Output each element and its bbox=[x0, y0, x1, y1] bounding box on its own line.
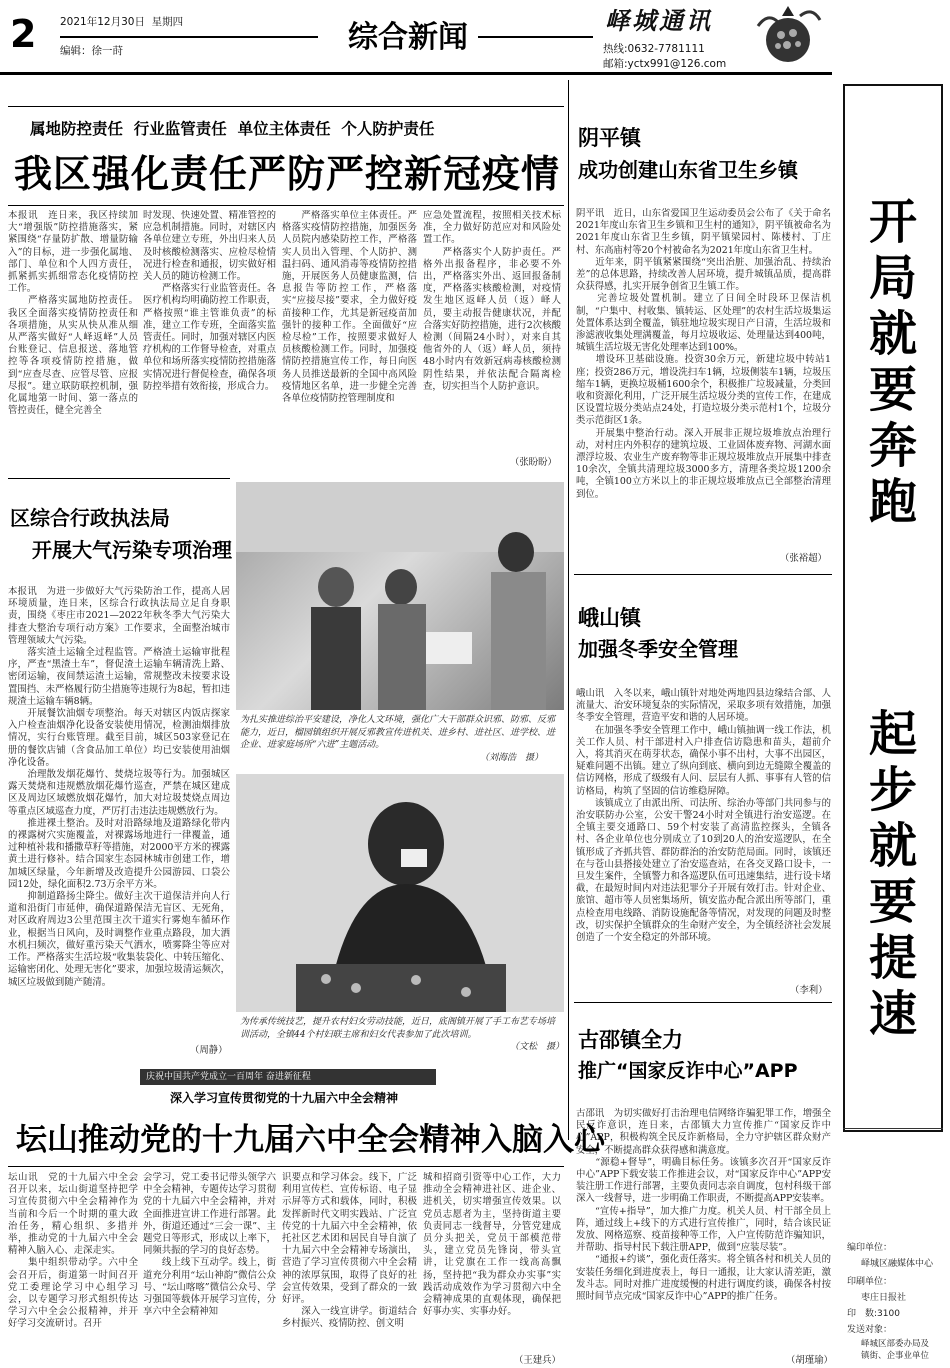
lead-kicker: 属地防控责任 行业监管责任 单位主体责任 个人防护责任 bbox=[30, 120, 435, 138]
tanshan-author: （王建兵） bbox=[514, 1352, 561, 1366]
imprint-box bbox=[843, 1128, 943, 1365]
tanshan-col-2: 会学习，党工委书记带头领学六中全会精神，专题传达学习贯彻党的十九届六中全会精神，并对全面推进宣讲工作进行部署。此外，街道还通过“三会一课”、主题党日等形式，形成以上率下，同频共振的学习的良好态势。 线上线下互动学。线上，街道充分利用“坛山神韵”微信公众号、“坛山喀喀”微信公众号、学习强国等载体开展学习宣传，分享六中全会精神知 bbox=[143, 1172, 276, 1318]
gushao-title-1: 古邵镇全力 bbox=[578, 1028, 683, 1052]
yinping-body: 阴平讯 近日，山东省爱国卫生运动委员会公布了《关于命名2021年度山东省卫生乡镇和卫生村的通知》，阴平镇被命名为2021年度山东省卫生乡镇，阴平镇梁园村、陈楼村、丁庄村、东高庙村等20个村被命名为2021年度山东省卫生村。 近年来，阴平镇紧紧围绕“突出治脏、加强治乱、持续治差”的总体思路，持续改善人居环境，提升城镇品质，提高群众获得感，扎实开展争创省卫生镇工作。 完善垃圾处置机制。建立了日间全时段环卫保洁机制，“户集中、村收集、镇转运、区处理”的农村生活垃圾集运处置体系达到全覆盖，镇驻地垃圾实现日产日清，生活垃圾和渗滤液收集处理满覆盖，每月垃圾收运、处理量达到400吨，城镇生活垃圾无害化处理率达到100%。 增设环卫基础设施。投资30余万元，新建垃圾中转站1座；投资286万元，增设洗扫车1辆，垃圾侧装车1辆，垃圾压缩车1辆，更换垃圾桶1600余个，积极推广垃圾减量，分类回收和资源化利用，广泛开展生活垃圾分类的宣传工作，在建成区设置垃圾分类站点24处，打造垃圾分类示范村1个，垃圾分类示范街区1条。 开展集中整治行动。深入开展非正规垃圾堆放点治理行动，对村庄内外积存的建筑垃圾、工业固体废弃物、河湖水面漂浮垃圾、农业生产废弃物等非正规垃圾堆放点开展集中排查10余次，全镇共清理垃圾3000多方，清理各类垃圾1200余吨，全镇100立方米以上的非正规垃圾堆放点已全部整治清理到位。 bbox=[576, 208, 831, 500]
editor-line: 编辑：徐一莳 bbox=[60, 45, 123, 57]
zhifa-top-rule bbox=[8, 478, 230, 479]
lead-bottom-rule bbox=[8, 205, 564, 206]
hotline: 热线:0632-7781111 bbox=[603, 43, 705, 55]
tanshan-rule bbox=[8, 1166, 564, 1167]
tanshan-topic-label: 庆祝中国共产党成立一百周年 奋进新征程 bbox=[140, 1069, 436, 1085]
zhifa-body: 本报讯 为进一步做好大气污染防治工作，提高人居环境质量，连日来，区综合行政执法局立足自身职责，围绕《枣庄市2021—2022年秋冬季大气污染大排查大整治专项行动方案》工作要求，全面整治城市管理领域大气污染。 落实渣土运输全过程监管。严格渣土运输审批程序，严查“黑渣土车”，督促渣土运输车辆清洗上路、密闭运输，夜间禁运渣土运输，常规整改未按要求设置围挡、未严格履行防尘措施等违规行为8起，暂扣违规渣土运输车辆8辆。 开展餐饮油烟专项整治。每天对辖区内饭店探家入户检查油烟净化设备安装使用情况，检测油烟排放情况，实行台账管理。截至目前，城区503家登记在册的餐饮店铺（含食品加工单位）均已安装使用油烟净化设备。 治理散发烟花爆竹、焚烧垃圾等行为。加强城区露天焚烧和违规燃放烟花爆竹巡查，严禁在城区建成区及周边区域燃放烟花爆竹，加大对垃圾焚烧点周边等重点区域巡查力度，严厉打击违法违规燃放行为。 推进裸土整治。及时对沿路绿地及道路绿化带内的裸露树穴实施覆盖，对裸露场地进行一律覆盖，通过种植补栽和播撒草籽等措施，对2000平方米的裸露黄土进行修补。结合国家生态园林城市创建工作，增加城区绿量，今年新增及改造提升公园游园、口袋公园12处，绿化面积2.73万余平方米。 抑制道路扬尘降尘。做好主次干道保洁并向人行道和沿街门市延伸，确保道路保洁无盲区、无死角，对区政府周边3公里范围主次干道实行雾炮车循环作业，根据当日风向，及时调整作业重点路段，加大洒水机扫频次，做好重污染天气洒水，喷雾降尘等应对工作。严格落实生活垃圾“收集装袋化、中转压缩化、运输密闭化、处理无害化”要求，加强垃圾清运频次，城区垃圾做到随产随清。 bbox=[8, 586, 230, 988]
anti-cult-caption: 为扎实推进综治平安建设，净化人文环境，强化广大干部群众识邪、防邪、反邪能力，近日，榴园镇组织开展反邪教宣传进机关、进乡村、进社区、进学校、进企业、进家庭场所“六进”主题活动。 bbox=[240, 715, 556, 750]
zhifa-author: （周静） bbox=[190, 1042, 228, 1056]
zhifa-title-2: 开展大气污染专项治理 bbox=[32, 538, 232, 562]
imprint-editor: 峄城区融媒体中心 bbox=[861, 1259, 934, 1269]
tanshan-col-1: 坛山讯 党的十九届六中全会召开以来，坛山街道坚持把学习宣传贯彻六中全会精神作为当前和今后一个时期的重大政治任务，精心组织、多措并举，推动党的十九届六中全会精神入脑入心、走深走实。 集中组织带动学。六中全会召开后，街道第一时间召开党工委理论学习中心组学习会，以专题学习形式组织传达学习六中全会公报精神，并开好学习交流研讨。召开 bbox=[8, 1172, 138, 1330]
craft-photo-icon bbox=[236, 774, 564, 1012]
slogan-box bbox=[843, 84, 943, 1132]
yinping-title-2: 成功创建山东省卫生乡镇 bbox=[578, 158, 798, 182]
slogan-part-1: 开 局 就 要 奔 跑 bbox=[868, 194, 917, 530]
gushao-body: 古邵讯 为切实做好打击治理电信网络诈骗犯罪工作，增强全民反诈意识，连日来，古邵镇大力宣传推广“国家反诈中心”APP，积极构筑全民反诈新格局，全力守护辖区群众财产安全，不断提高群众获得感和满意度。 “源稳+督导”，明确目标任务。该镇多次召开“国家反诈中心”APP下载安装工作推进会议，对“国家反诈中心”APP安装注册工作进行部署，主要负责同志亲自调度，包村科级干部深入一线督导，进一步明确工作职责，不断提高APP安装率。 “宣传+指导”，加大推广力度。机关人员、村干部全员上阵，通过线上+线下的方式进行宣传推广，同时，结合该民证发放、网格巡察、疫苗接种等工作，入户宣传防范诈骗知识，并帮助、指导村民下载注册APP，做到“应装尽装”。 “通报+约谈”，强化责任落实。将全镇各村和机关人员的安装任务细化到进度表上，每日一通报，让大家认清差距，激发斗志。同时对推广进度缓慢的村进行调度约谈，确保各村按照时间节点完成“国家反诈中心”APP的推广任务。 bbox=[576, 1108, 831, 1303]
section-title: 综合新闻 bbox=[348, 20, 468, 55]
tanshan-title: 坛山推动党的十九届六中全会精神入脑入心 bbox=[16, 1122, 605, 1158]
lead-col-3: 严格落实单位主体责任。严格落实疫情防控措施，加强医务人员院内感染防控工作，严格落实人员出入管理、个人防护、测温扫码、通风消毒等疫情防控措施，开展医务人员健康监测，信息报告等防控工作，严格落实“应接尽接”要求，全力做好疫苗接种工作，尤其是新冠疫苗加强针的接种工作。全面做好“应检尽检”工作，按照要求做好人员核酸检测工作。同时，加强疫情防控措施宣传工作，每日向医务人员推送最新的全国中高风险疫情地区名单，进一步健全完善各单位疫情防控管理制度和 bbox=[282, 210, 417, 405]
eshan-title-1: 峨山镇 bbox=[578, 606, 641, 630]
imprint-printer: 枣庄日报社 bbox=[861, 1293, 907, 1303]
craft-caption: 为传承传统技艺，提升农村妇女劳动技能，近日，底阁镇开展了手工布艺专场培训活动，全镇44个村妇联主席和妇女代表参加了此次培训。 bbox=[240, 1017, 556, 1040]
header-rule-left bbox=[60, 36, 318, 38]
tanshan-col-4: 城和招商引资等中心工作，大力推动全会精神进社区、进企业、进机关，切实增强宣传效果。以党员志愿者为主，坚持街道主要负责同志一线督导，分管党建成员分头把关，党员干部模范带头，建立党员先锋岗，带头宣讲，让党旗在工作一线高高飘扬，坚持把“我为群众办实事”实践活动成效作为学习贯彻六中全会精神成果的直观体现，确保把好事办实、实事办好。 bbox=[423, 1172, 561, 1318]
people-photo-icon bbox=[236, 482, 564, 710]
tanshan-col-3: 识要点和学习体会。线下，广泛利用宣传栏、宣传标语、电子显示屏等方式和载体，同时，积极发挥新时代文明实践站、广泛宣传党的十九届六中全会精神，依托社区艺术团和居民自导自演了十九届六中全会精神专场演出，营造了学习宣传贯彻六中全会精神的浓厚氛围，取得了良好的社会宣传效果，受到了群众的一致好评。 深入一线宣讲学。街道结合乡村振兴、疫情防控、创文明 bbox=[282, 1172, 417, 1330]
header-rule-mid bbox=[478, 36, 593, 38]
anti-cult-photo bbox=[236, 482, 564, 710]
lead-top-rule bbox=[8, 106, 564, 107]
yinping-author: （张裕超） bbox=[780, 550, 827, 564]
lead-col-2: 时发现、快速处置、精准管控的应急机制措施。同时，对辖区内各单位建立专班，外出归来人员及时核酸检测落实、应检尽检情况进行检查和通报，切实做好相关人员的随访检测工作。 严格落实行业监管责任。各医疗机构均明确防控工作职责，严格按照“谁主管谁负责”的标准，建立工作专班，全面落实监管责任。同时，加强对辖区内医疗机构的工作督导检查，对重点单位和场所落实疫情防控措施落实情况进行督促检查，确保各项防控举措有效衔接，形成合力。 bbox=[143, 210, 276, 392]
imprint-copies: 印 数:3100 bbox=[847, 1309, 900, 1319]
eshan-title-2: 加强冬季安全管理 bbox=[578, 637, 738, 661]
yinping-title-1: 阴平镇 bbox=[578, 126, 641, 150]
imprint-editor-label: 编印单位： bbox=[847, 1243, 893, 1253]
right-col-divider bbox=[568, 80, 569, 1140]
anti-cult-photo-credit: （刘海浩 摄） bbox=[480, 753, 544, 763]
header-rule-bottom bbox=[0, 72, 832, 75]
gushao-title-2: 推广“国家反诈中心”APP bbox=[578, 1060, 798, 1082]
lead-title: 我区强化责任严防严控新冠疫情 bbox=[14, 152, 561, 196]
eshan-author: （李利） bbox=[790, 982, 828, 996]
imprint-recipients-2: 镇街、企事业单位 bbox=[861, 1351, 930, 1361]
lead-author: （张盼盼） bbox=[510, 457, 557, 468]
zhifa-title-1: 区综合行政执法局 bbox=[10, 506, 170, 530]
issue-date bbox=[60, 14, 183, 29]
eshan-top-rule bbox=[574, 574, 832, 575]
paper-name: 峄城通讯 bbox=[605, 6, 713, 35]
gushao-top-rule bbox=[574, 1002, 832, 1003]
imprint-printer-label: 印刷单位： bbox=[847, 1277, 893, 1287]
lead-col-4: 应急处置流程，按照相关技术标准，全力做好防范应对和风险处置工作。 严格落实个人防护责任。严格外出报备程序，非必要不外出，严格落实外出、返回报备制度，严格落实核酸检测，对疫情发生地区返峄人员（返）峄人员，要主动报告健康状况，并配合落实好防控措施，进行2次核酸检测（间隔24小时），对来自其他省外的人（返）峄人员，须持48小时内有效新冠病毒核酸检测阴性结果，并依法配合隔离检查，切实担当个人防护意识。 bbox=[423, 210, 561, 392]
craft-training-photo bbox=[236, 774, 564, 1012]
imprint-recipients-1: 峄城区部委办局及 bbox=[861, 1339, 930, 1349]
pomegranate-logo-icon bbox=[748, 2, 828, 68]
imprint-recipients-label: 发送对象： bbox=[847, 1325, 893, 1335]
tanshan-kicker: 深入学习宣传贯彻党的十九届六中全会精神 bbox=[170, 1091, 399, 1105]
eshan-body: 峨山讯 入冬以来，峨山镇针对地处两地四县边缘结合部、人流量大、治安环境复杂的实际情况，采取多项有效措施，加强冬季安全管理，营造平安和谐的人居环境。 在加强冬季安全管理工作中，峨山镇抽调一线工作法，机关工作人员、村干部进村入户排查信访隐患和苗头，超前介入，将其消灭在萌芽状态，确保小事不出村，大事不出园区，疑难问题不出镇。建立了纵向到底、横向到边无缝隙全覆盖的信访网格，形成了级级有人问、层层有人抓、事事有人管的信访格局，构筑了坚固的信访维稳屏障。 该镇成立了由派出所、司法所、综治办等部门共同参与的治安联防办公室，公安干警24小时对全镇进行治安巡逻。在全镇主要交通路口、59个村安装了高清监控探头，全镇各村、各企业单位也分别成立了10到20人的治安巡逻队，在全镇形成了齐抓共管、群防群治的治安防范局面。同时，该镇还在与苍山县搭接处建立了治安巡查站，在各交叉路口设卡，一旦发生案件，全镇警力和各巡逻队伍可迅速集结，进行设卡堵截，在最短时间内对违法犯罪分子开展有效打击。针对企业、旅馆、超市等人员密集场所，镇安监办配合派出所等部门，重点检查用电线路、消防设施配备等情况，对发现的问题及时整改，切实保护全镇群众的生命财产安全，为全镇经济社会发展创造了一个安全稳定的外部环境。 bbox=[576, 688, 831, 944]
gushao-author: （胡瑾瑜） bbox=[786, 1352, 833, 1366]
date-text: 2021年12月30日 bbox=[60, 16, 145, 28]
page-number: 2 bbox=[10, 12, 37, 56]
weekday-text: 星期四 bbox=[151, 16, 184, 28]
craft-photo-credit: （文松 摄） bbox=[510, 1042, 565, 1052]
lead-col-1: 本报讯 连日来，我区持续加大“增强版”防控措施落实，紧紧围绕“存量防扩散、增量防输入”的目标，进一步强化属地、部门、单位和个人四方责任，抓紧抓实抓细常态化疫情防控工作。 严格落实属地防控责任。我区全面落实疫情防控责任和各项措施，从实从快从准从细从严落实做好“人峄返峄”人员台账登记、信息报送、落地管控等各项疫情防控措施，做到“应查尽查、应管尽管、应报尽报”。建立联防联控机制，强化属地第一时间、第一落点的管控责任，健全完善全 bbox=[8, 210, 138, 417]
email: 邮箱:yctx991@126.com bbox=[603, 58, 727, 70]
slogan-part-2: 起 步 就 要 提 速 bbox=[868, 706, 917, 1042]
